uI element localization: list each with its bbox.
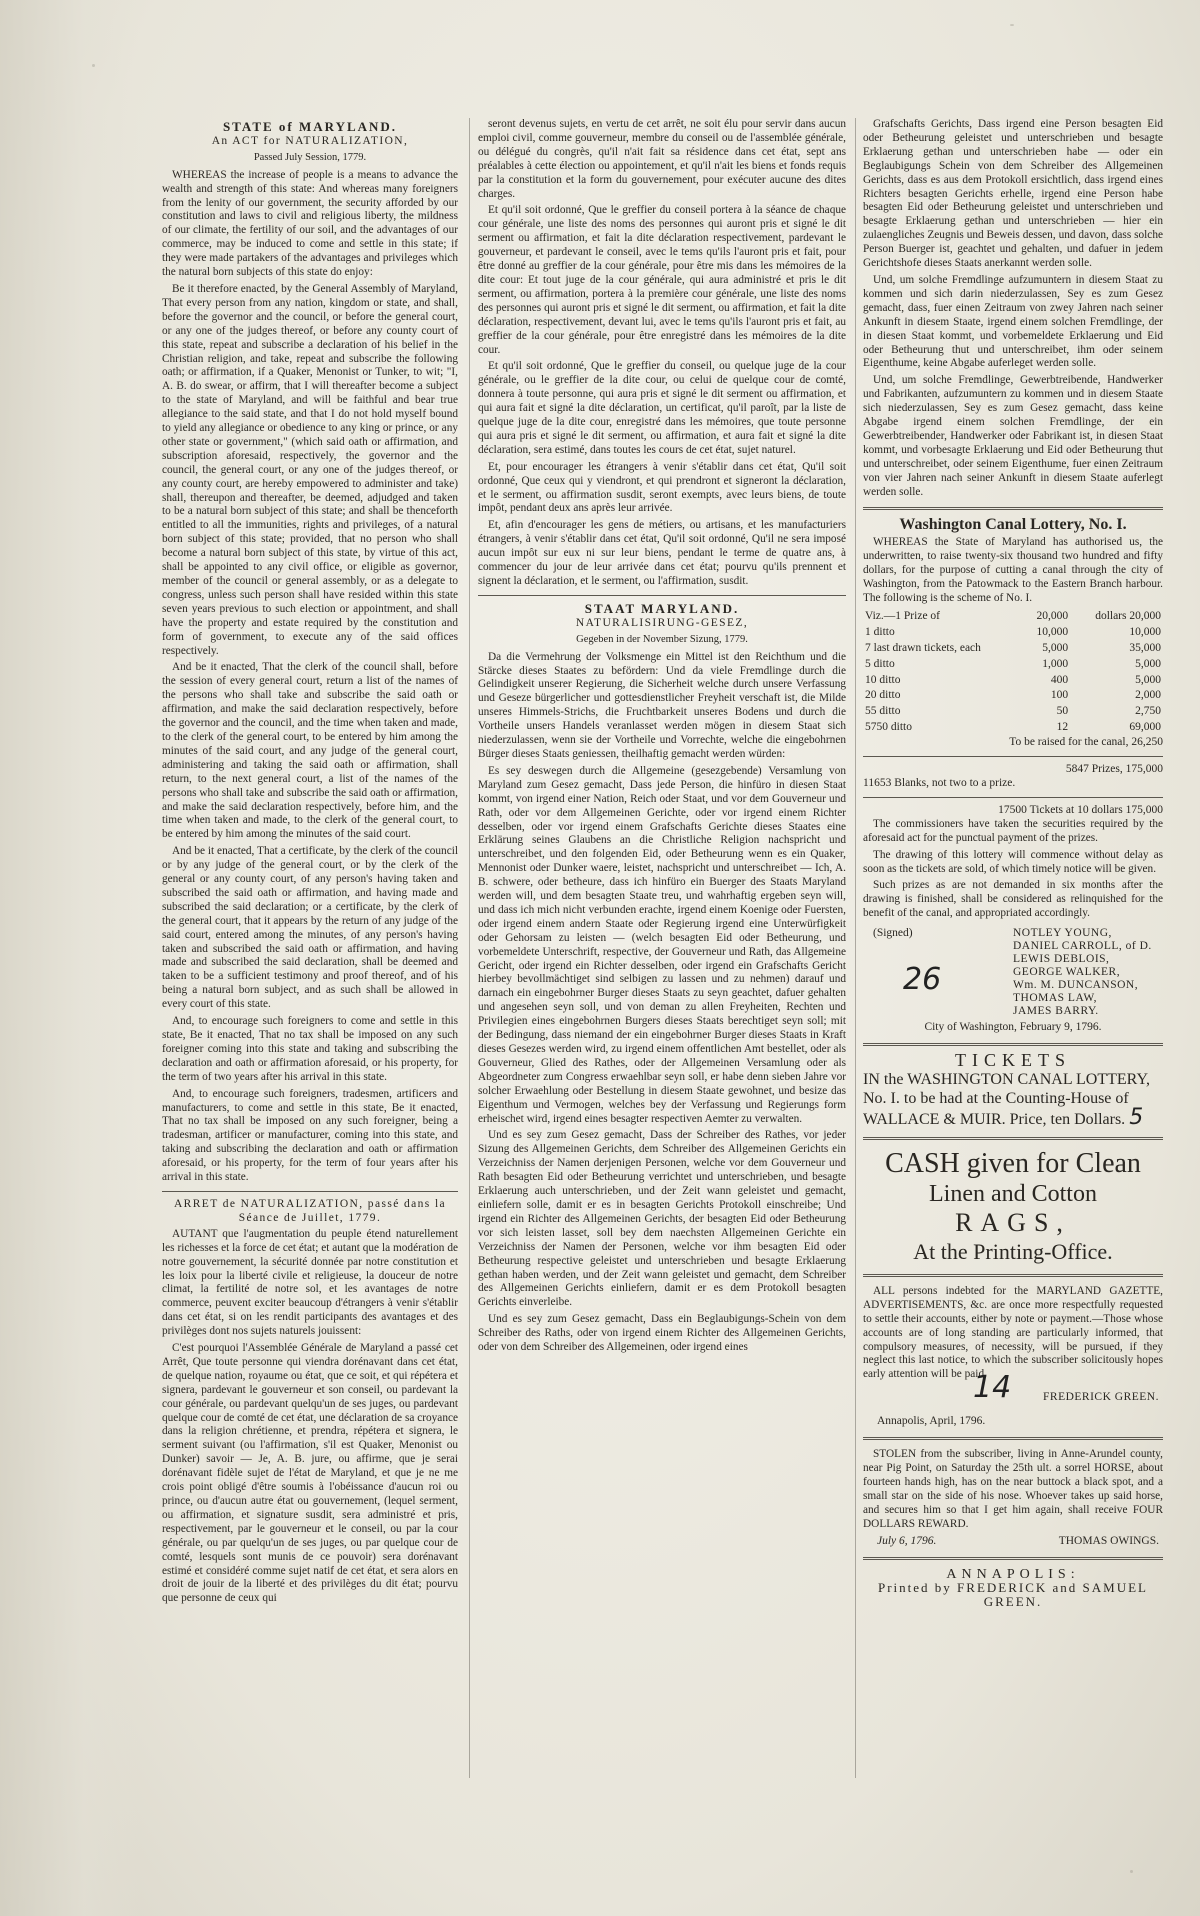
arret-paragraph: Et, afin d'encourager les gens de métiers, ou artisans, et les manufacturiers étrangers, à venir s'établir dans cet état, Qu'il soit ordonné, Qu'il ne sera imposé aucun impôt sur eux ni sur leur biens, pendant le terme de quatre ans, à commencer du jour de leur arrivée dans cet état; pourvu qu'ils prennent et signent la déclaration, et le serment, ou l'affirmation, susdit. bbox=[478, 519, 846, 587]
scheme-cell: 2,750 bbox=[1135, 705, 1161, 718]
scheme-cell: 69,000 bbox=[1129, 721, 1161, 734]
prizes-row bbox=[863, 763, 1163, 777]
scheme-cell: 5,000 bbox=[1135, 657, 1161, 670]
scheme-cell: 20 ditto bbox=[865, 689, 901, 702]
tickets-ad bbox=[863, 1070, 1163, 1129]
scheme-row bbox=[863, 641, 1163, 657]
scheme-cell: 2,000 bbox=[1135, 689, 1161, 702]
arret-paragraph: Et qu'il soit ordonné, Que le greffier du conseil, ou quelque juge de la cour générale, ou le greffier de la dite cour, ou celui de quelque cour de comté, donnera à toute personne, qui aura pris et signé le dit serment ou affirmation, et qui aura fait et signé la dite déclaration, un certificat, qu'il paroît, par la liste de quelque juge de la dite cour, enregistré dans les mémoires, que toute personne qui aura pris et signé le dit serment, ou affirmation, et aura fait et signé la dite déclaration, sera estimé, dans toutes les cours de cet état, sujet naturel. bbox=[478, 360, 846, 456]
column-left bbox=[162, 118, 458, 1768]
page-edge-shadow bbox=[0, 0, 140, 1916]
signer-name: THOMAS LAW, bbox=[1013, 992, 1098, 1005]
gesez-paragraph: Da die Vermehrung der Volksmenge ein Mittel ist den Reichthum und die Stärcke dieses Staates zu befördern: Und da viele Fremdlinge durch die Gelindigkeit unserer Regierung, die Sicherheit welche durch unsere Verfassung und Geseze bürgerlicher und gottesdienstlicher Freyheit verschaft ist, die Milde unseres Himmels-Strichs, die Fruchtbarkeit unseres Bodens und durch die Vortheile unsers Handels veranlasset werden mögen in diesem Staat sich niederzulassen, wenn sie der Vortheile und Vorrechte, welche die eingebohrnen Bürger dieses Staats geniessen, theilhaftig gemacht werden würden: bbox=[478, 650, 846, 760]
act-subtitle: An ACT for NATURALIZATION, bbox=[211, 134, 409, 147]
tickets-heading: TICKETS bbox=[955, 1050, 1071, 1071]
arret-title: ARRET de NATURALIZATION, passé dans la Séance de Juillet, 1779. bbox=[173, 1197, 447, 1224]
cash-heading: CASH given for Clean bbox=[885, 1147, 1141, 1179]
scheme-row bbox=[863, 657, 1163, 673]
act-paragraph: Be it therefore enacted, by the General Assembly of Maryland, That every person from any nation, kingdom or state, and shall, before the governor and the council, or before the general court, or any one of the judges thereof, or before any county court of this state, repeat and subscribe a declaration of his belief in the Christian religion, and take, repeat and subscribe the following oath; or affirmation, if a Quaker, Menonist or Tunker, to wit; "I, A. B. do swear, or affirm, that I will thereafter become a subject to the state of Maryland, and will be faithful and bear true allegiance to the said state, and that I do not hold myself bound to yield any allegiance or obedience to any king or prince, or any other state or government," (which said oath or affirmation, and subscription aforesaid, respectively, the governor and the council, the general court, or any one of the judges thereof, or any county court, are hereby empowered to administer and take) shall, thereupon and thereafter, be deemed, adjudged and taken to be a natural born subject of this state; and shall be thenceforth entitled to all the immunities, rights and privileges, of a natural born subject of this state; provided, that no person who shall become a natural born subject of this state, by virtue of this act, shall be appointed to any civil office, or eligible as governor, member of the council or general assembly, or as a delegate to congress, unless such person shall have resided within this state seven years previous to such election or appointment, and shall have the property and estate required by the constitution and form of government, to execute any of the said offices respectively. bbox=[162, 282, 458, 657]
tickets-total-row bbox=[863, 804, 1163, 818]
scheme-cell: 5750 ditto bbox=[865, 721, 912, 734]
paper-speck bbox=[1010, 24, 1014, 26]
scheme-cell: 400 bbox=[1050, 673, 1069, 686]
stolen-sign-row bbox=[863, 1535, 1163, 1549]
lottery-paragraph: Such prizes as are not demanded in six months after the drawing is finished, shall be considered as relinquished for the benefit of the canal, and appropriated accordingly. bbox=[863, 879, 1163, 920]
tickets-total-label: 17500 Tickets at 10 dollars bbox=[998, 803, 1123, 816]
scheme-cell: 100 bbox=[1050, 689, 1069, 702]
gazette-notice: ALL persons indebted for the MARYLAND GAZETTE, ADVERTISEMENTS, &c. are once more respectfully requested to settle their accounts, either by note or payment.—Those whose accounts are of long standing are particularly informed, that compulsory measures, of necessity, will be pursued, if they neglect this last notice, to which the subscriber solicitously hopes early attention will be paid. bbox=[863, 1284, 1163, 1381]
divider bbox=[478, 595, 846, 596]
gesez-paragraph: Und, um solche Fremdlinge, Gewerbtreibende, Handwerker und Fabrikanten, aufzumuntern zu kommen und in diesem Staate sich niederzulassen, Sey es zum Gesez gemacht, dass keine Abgabe irgend einem solchen Fremdlinge, der ein Gewerbtreibender, Handwerker oder Fabrikant ist, in diesen Staat kommt, und vorbesagte Erklaerung und Eid oder Betheurung thut und unterschreibet, oder seinem Eigenthume, fuer einen Zeitraum von vier Jahren nach seiner Ankunft in diesem Staate auferlegt werden solle. bbox=[863, 374, 1163, 498]
divider bbox=[863, 1137, 1163, 1140]
imprint-printer: Printed by FREDERICK and SAMUEL GREEN. bbox=[878, 1580, 1148, 1610]
arret-paragraph: seront devenus sujets, en vertu de cet arrêt, ne soit élu pour servir dans aucun emploi civil, comme gouverneur, membre du conseil ou de l'assemblée générale, ou délégué du congrès, qu'il n'ait fait sa résidence dans cet état, sept ans préalables à cette élection ou appointement, et qu'il n'ait les biens et fonds requis par la constitution et la form du gouvernement, pour exécuter aucune des dites charges. bbox=[478, 118, 846, 200]
paper-speck bbox=[92, 64, 95, 67]
cash-subheading: Linen and Cotton bbox=[929, 1180, 1097, 1207]
signers-block bbox=[863, 927, 1163, 1018]
act-title: STATE of MARYLAND. bbox=[222, 119, 398, 134]
scheme-cell: 35,000 bbox=[1129, 641, 1161, 654]
act-paragraph: And, to encourage such foreigners to come and settle in this state, Be it enacted, That no tax shall be imposed on any such foreigner coming into this state and taking and subscribing the declaration and oath or affirmation aforesaid, or his property, for the term of two years after his arrival in this state. bbox=[162, 1015, 458, 1083]
arret-paragraph: Et, pour encourager les étrangers à venir s'établir dans cet état, Qu'il soit ordonné, Que ceux qui y viendront, et qui prendront et signeront la déclaration, et le serment, ou affirmation susdit, seront exempts, avec leurs biens, de toute impôt, pendant deux ans après leur arrivée. bbox=[478, 460, 846, 515]
act-paragraph: And be it enacted, That the clerk of the council shall, before the session of every general court, return a list of the names of the persons who shall take and subscribe the said oath or affirmation, and make the said declaration respectively, before the governor and the council, and the time when taken and made, to the clerk of the general court, to be entered by him among the minutes of the said court, and any judge of the general court, administering and taking the said oath or affirmation, shall return, to the next general court, a list of the names of the persons who shall take and subscribe the said oath or affirmation, and make the said declaration respectively, before him, and the time when taken and made, to the clerk of the general court, to be entered by him among the minutes of the said court. bbox=[162, 661, 458, 841]
scheme-cell: 20,000 bbox=[1036, 609, 1069, 622]
raised-value: 26,250 bbox=[1131, 736, 1163, 749]
raised-label: To be raised for the canal, bbox=[1009, 736, 1129, 749]
scheme-row bbox=[863, 688, 1163, 704]
scheme-cell: 5 ditto bbox=[865, 657, 895, 670]
gesez-title: NATURALISIRUNG-GESEZ, bbox=[575, 616, 749, 629]
scheme-row bbox=[863, 720, 1163, 736]
divider bbox=[863, 1274, 1163, 1277]
arret-paragraph: AUTANT que l'augmentation du peuple étend naturellement les richesses et la force de cet état; et autant que la modération de notre gouvernement, la sécurité donnée par notre constitution et les loix pour la liberté civile et religieuse, la douceur de notre climat, la fertilité de notre sol, et les avantages de notre commerce, peuvent exciter beaucoup d'étrangers à venir s'établir dans cet état, si on les rendit participants des avantages et des privilèges dont nos sujets naturels jouissent: bbox=[162, 1227, 458, 1338]
scheme-cell: 1,000 bbox=[1042, 657, 1069, 670]
lottery-date: City of Washington, February 9, 1796. bbox=[924, 1021, 1102, 1034]
arret-paragraph: Et qu'il soit ordonné, Que le greffier du conseil portera à la séance de chaque cour générale, une liste des noms des personnes qui auront pris et signé le dit serment ou affirmation, et fait la dite déclaration respectivement, pardevant le gouverneur, et pardevant le conseil, avec le tems qu'ils l'auront pris et fait, pour être donné au greffier de la cour générale, pour être mis dans les mémoires de la dite cour: Et tout juge de la cour générale, qui aura administré et pris le dit serment, ou affirmation, portera à la première cour générale, une liste des noms des personnes qui auront pris et signé le dit serment, ou affirmation, et fait la dite déclaration, respectivement, devant lui, avec le tems qu'ils l'auront pris et fait, au greffier de la cour générale, pour être enregistré dans les mémoires de la dite cour. bbox=[478, 204, 846, 356]
lottery-raised-row bbox=[863, 736, 1163, 750]
gesez-session: Gegeben in der November Sizung, 1779. bbox=[576, 633, 748, 645]
scheme-cell: 12 bbox=[1056, 721, 1069, 734]
divider bbox=[863, 756, 1163, 757]
divider bbox=[162, 1191, 458, 1192]
divider bbox=[863, 507, 1163, 510]
lottery-paragraph: The commissioners have taken the securities required by the aforesaid act for the punctual payment of the prizes. bbox=[863, 817, 1163, 844]
scheme-row bbox=[863, 704, 1163, 720]
divider bbox=[863, 1557, 1163, 1560]
column-right bbox=[863, 118, 1163, 1808]
scheme-cell: 50 bbox=[1056, 705, 1069, 718]
signer-name: Wm. M. DUNCANSON, bbox=[1013, 979, 1139, 992]
handwritten-number: 14 bbox=[973, 1370, 1012, 1406]
stolen-notice: STOLEN from the subscriber, living in Anne-Arundel county, near Pig Point, on Saturday the 25th ult. a sorrel HORSE, about fourteen hands high, has on the near buttock a black spot, and a small star on the side of his nose. Whoever takes up said horse, and secures him so that I get him again, shall receive FOUR DOLLARS REWARD. bbox=[863, 1448, 1163, 1530]
lottery-paragraph: WHEREAS the State of Maryland has authorised us, the underwritten, to raise twenty-six thousand two hundred and fifty dollars, for the purpose of cutting a canal through the city of Washington, from the Patowmack to the Eastern Branch harbour. The following is the scheme of No. I. bbox=[863, 536, 1163, 604]
act-paragraph: WHEREAS the increase of people is a means to advance the wealth and strength of this state: And whereas many foreigners from the lenity of our government, the security afforded by our constitution and laws to civil and religious liberty, the mildness of our climate, the fertility of our soil, and the advantages of our commerce, may be induced to come and settle in this state; if they were made partakers of the advantages and privileges which the natural born subjects of this state do enjoy: bbox=[162, 168, 458, 279]
scheme-cell: 5,000 bbox=[1135, 673, 1161, 686]
scheme-cell: 55 ditto bbox=[865, 705, 901, 718]
signer-name: JAMES BARRY. bbox=[1013, 1005, 1099, 1018]
gesez-paragraph: Und, um solche Fremdlinge aufzumuntern in diesem Staat zu kommen und sich darin niederzulassen, Sey es zum Gesez gemacht, dass, fuer einen Zeitraum von zwey Jahren nach seiner Ankunft in diesem Staate, irgend einem solchen Fremdlinge, der in diesen Staat kommt, und vorbemeldete Erklaerung und Eid oder Betheurung thut und unterschreibet, ihm oder seinem Eigenthume, keine Abgabe auferleget werden solle. bbox=[863, 273, 1163, 370]
signer-name: GEORGE WALKER, bbox=[1013, 966, 1121, 979]
stolen-date: July 6, 1796. bbox=[877, 1534, 937, 1547]
signed-label: (Signed) bbox=[873, 927, 913, 940]
lottery-title: Washington Canal Lottery, No. I. bbox=[899, 516, 1127, 534]
imprint-place: ANNAPOLIS: bbox=[946, 1566, 1080, 1582]
scheme-cell: 5,000 bbox=[1042, 641, 1069, 654]
column-rule-2 bbox=[855, 118, 856, 1778]
lottery-scheme-table bbox=[863, 609, 1163, 736]
tickets-total-value: 175,000 bbox=[1125, 803, 1163, 816]
tickets-ad-text: IN the WASHINGTON CANAL LOTTERY, No. I. to be had at the Counting-House of WALLACE & MUIR. Price, ten Dollars. bbox=[863, 1070, 1150, 1128]
gesez-paragraph: Es sey deswegen durch die Allgemeine (gesezgebende) Versamlung von Maryland zum Gesez gemacht, Dass jede Person, die hinfüro in diesen Staat kommt, von irgend einer Nation, Reich oder Staat, und vor dem Gouverneur und Rath, oder vor dem Allgemeinen Gerichte, oder vor irgend einem Richter desselben, oder vor irgend einem Grafschafts Gerichte dieses Staates eine Erklärung seines Glaubens an die Christliche Religion nachspricht und unterschreibet, und den folgenden Eid, oder Betheurung wenn es ein Quaker, Mennonist oder Dunker waere, leistet, nachspricht und unterschreibet — Ich, A. B. schwere, oder betheure, dass ich hinfüro ein Buerger des Staats Maryland werden will, und dem besagten Staate treu, und wahrhaftig ergeben seyn will, und dass ich mich nicht verbunden erachte, irgend einem Koenige oder Fuersten, oder irgend einem andern Staate oder Regierung irgend eine Unterwürfigkeit oder Gehorsam zu leisten — (welch besagten Eid oder Betheurung, und vorbemeldete Unterschrift, respective, der Gouverneur und Rath, das Allgemeine Gericht, oder irgend ein Richter desselben, oder irgend ein Grafschafts Gericht hierbey bevollmächtiget sind selbigen zu lassen und zu nehmen) darauf und darnach ein eingebohrner Burger dieses Staats zu seyn geachtet, dafuer gehalten und angesehen seyn soll, und von deman zu allen Freyheiten, Rechten und Privilegien eines eingebohrnen Burgers dieses Staats berechtiget seyn soll; mit der Bedingung, dass niemand der ein eingebohrner Burger dieses Staats in Kraft dieses Gesezes werden wird, zu irgend einem offentlichen Amt bestellet, oder als Gouverneur, Glied des Rathes, oder der Allgemeinen Versamlung oder als Abgeordneter zum Congress erwaehlbar seyn soll, er habe denn sieben Jahre vor solcher Erwaehlung oder Bestellung in diesem Staate gewohnet, und besize das Eigenthum und Vermogen, welches bey der Verfassung und Regierungs form erheischet wird, irgend eines besagter respectiven Aemter zu verwalten. bbox=[478, 764, 846, 1125]
blanks-row: 11653 Blanks, not two to a prize. bbox=[863, 776, 1016, 789]
scheme-cell: 10,000 bbox=[1129, 625, 1161, 638]
act-paragraph: And be it enacted, That a certificate, by the clerk of the council or by any judge of the general court, or by the clerk of the general or any county court, of any person's having taken and subscribed the said oath or affirmation, and having made and subscribed the said declaration; or a certificate, by the clerk of the general court, that it appears by the return of any judge of the said court, entered among the minutes, of any person's having taken and subscribed the said oath or affirmation, and having made and subscribed the said declaration, shall be deemed and taken to be a sufficient testimony and proof thereof, and of his being a natural born subject, and as such shall be allowed in every court of this state. bbox=[162, 845, 458, 1011]
scheme-row bbox=[863, 609, 1163, 625]
divider bbox=[863, 797, 1163, 798]
gesez-paragraph: Grafschafts Gerichts, Dass irgend eine Person besagten Eid oder Betheurung geleistet und unterschrieben und besagte Erklaerung gethan und unterschrieben habe — oder ein Beglaubigungs Schein von dem Schreiber des Allgemeinen Gerichts, dass es aus dem Protokoll ersichtlich, dass irgend eines Richters besagten Gerichts erhelle, irgend eine Person habe besagten Eid oder Betheurung geleistet und unterschrieben und besagte Erklaerung gethan und unterschrieben — hier ein zulaengliches Zeugnis und Beweis dessen, und davon, dass solche Person Buerger ist, geachtet und gehalten, und dafuer in jedem Gerichtshofe dieses Staats anerkannt werden solle. bbox=[863, 118, 1163, 270]
stolen-signer: THOMAS OWINGS. bbox=[1058, 1534, 1159, 1547]
scheme-cell: 7 last drawn tickets, each bbox=[865, 641, 981, 654]
handwritten-number: 26 bbox=[903, 962, 942, 998]
signer-name: NOTLEY YOUNG, bbox=[1013, 927, 1112, 940]
scheme-cell: dollars 20,000 bbox=[1095, 609, 1161, 622]
divider bbox=[863, 1437, 1163, 1440]
signer-name: LEWIS DEBLOIS, bbox=[1013, 953, 1110, 966]
gesez-paragraph: Und es sey zum Gesez gemacht, Dass der Schreiber des Rathes, vor jeder Sizung des Allgemeinen Gerichts, dem Schreiber des Allgemeinen Gerichts ein Verzeichniss der Namen derjenigen Personen, welche vor dem Gouverneur und Rath besagten Eid oder Betheurung verrichtet und unterschrieben, und besagte Erklaerung auch unterschrieben, und der Zeit wann geleistet und gemacht, einliefern solle, damit er es in besagten Gerichts Protokoll einschreibe; Und irgend ein Richter des Allgemeinen Gerichts, der besagten Eid oder Betheurung vor sich leisten lasset, soll bey dem naechsten Allgemeinen Gerichte ein Verzeichniss der Namen der Personen, welche vor ihm besagten Eid oder Betheurung respective geleistet und unterschrieben und besagte Erklaerung gethan haben werden, und der Zeit wann geleistet und gemacht, dem Schreiber des Allgemeinen Gerichts einliefern, damit er es dem Protokoll besagten Gerichts einverleibe. bbox=[478, 1129, 846, 1309]
scheme-cell: 10,000 bbox=[1036, 625, 1069, 638]
prizes-label: 5847 Prizes, bbox=[1065, 763, 1123, 776]
rags-heading: RAGS, bbox=[955, 1207, 1071, 1237]
prizes-value: 175,000 bbox=[1125, 763, 1163, 776]
gazette-date: Annapolis, April, 1796. bbox=[877, 1415, 986, 1428]
paper-speck bbox=[1130, 1870, 1133, 1873]
printing-office: At the Printing-Office. bbox=[913, 1238, 1113, 1264]
column-rule-1 bbox=[469, 118, 470, 1778]
scheme-cell: Viz.—1 Prize of bbox=[865, 609, 940, 622]
scheme-cell: 10 ditto bbox=[865, 673, 901, 686]
gazette-sign-block bbox=[863, 1370, 1163, 1415]
handwritten-number: 5 bbox=[1129, 1104, 1144, 1130]
act-paragraph: And, to encourage such foreigners, tradesmen, artificers and manufacturers, to come and settle in this state, Be it enacted, That no tax shall be imposed on any such foreigner, being a tradesman, artificer or manufacturer, coming into this state, and taking and subscribing the declaration and oath or affirmation aforesaid, or his property, for the term of four years after his arrival in this state. bbox=[162, 1087, 458, 1184]
gesez-paragraph: Und es sey zum Gesez gemacht, Dass ein Beglaubigungs-Schein von dem Schreiber des Raths, oder von irgend einem Richter des Allgemeinen Gerichts, oder von dem Schreiber des Allgemeinen, oder irgend eines bbox=[478, 1313, 846, 1354]
gazette-signer: FREDERICK GREEN. bbox=[1043, 1391, 1159, 1404]
act-session: Passed July Session, 1779. bbox=[253, 151, 367, 163]
signer-name: DANIEL CARROLL, of D. bbox=[1013, 940, 1152, 953]
lottery-paragraph: The drawing of this lottery will commence without delay as soon as the tickets are sold, of which timely notice will be given. bbox=[863, 848, 1163, 875]
arret-paragraph: C'est pourquoi l'Assemblée Générale de Maryland a passé cet Arrêt, Que toute personne qui viendra dorénavant dans cet état, de quelque nation, royaume ou état, que ce soit, et qui répétera et signera, pardevant le gouverneur et son conseil, ou pardevant la cour générale, ou pardevant quelqu'un de ses juges, ou pardevant quelque cour de comté de cet état, une déclaration de sa croyance dans la religion chrétienne, et prendra, répétera et signera, le serment suivant (ou l'affirmation, s'il est Quaker, Menonist ou Dunker) savoir — Je, A. B. jure, ou affirme, que je serai dorénavant fidèle sujet de l'état de Maryland, et que je ne me crois point obligé d'être soumis à l'obéissance d'aucun roi ou prince, ou d'aucun autre état ou gouvernement, (lequel serment, ou affirmation, et signature susdit, sera administré et pris, respectivement, par le gouverneur et le conseil, ou par la cour générale, ou par quelqu'un de ses juges, ou par quelque cour de comté, lesquels sont munis de ce pouvoir) sera dorénavant estimé et considéré comme sujet natif de cet état, et sera alors en droit de jouir de la liberté et des privilèges du dit état; pourvu que personne de ceux qui bbox=[162, 1342, 458, 1605]
column-middle bbox=[478, 118, 846, 1768]
staat-title: STAAT MARYLAND. bbox=[584, 600, 740, 616]
scheme-row bbox=[863, 625, 1163, 641]
scheme-cell: 1 ditto bbox=[865, 625, 895, 638]
divider bbox=[863, 1043, 1163, 1046]
scheme-row bbox=[863, 673, 1163, 689]
